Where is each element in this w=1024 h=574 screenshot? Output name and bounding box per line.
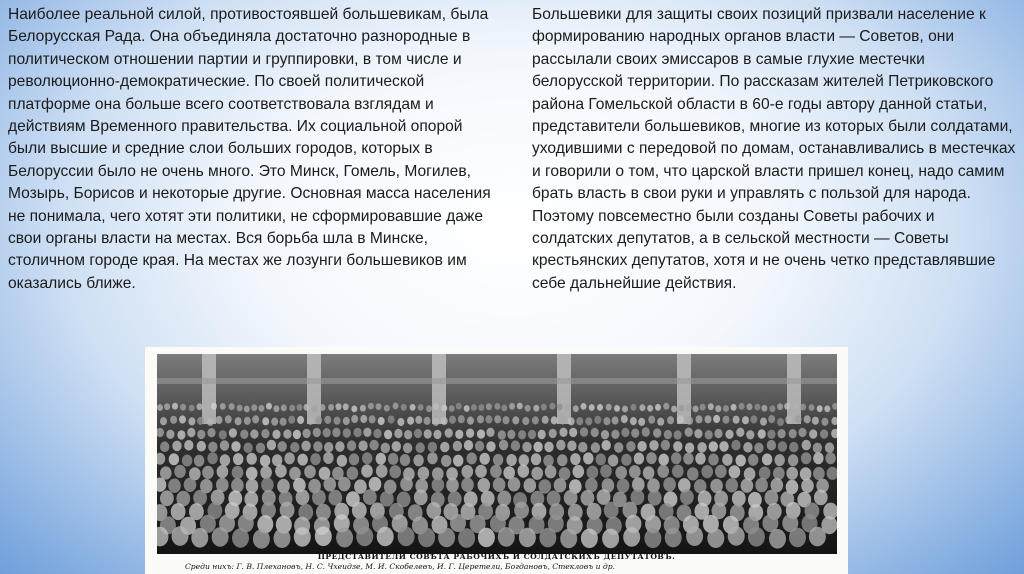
crowd-photo-image — [157, 354, 837, 554]
historical-photo — [145, 347, 848, 574]
photo-caption-names: Среди нихъ: Г. В. Плехановъ, Н. С. Чхеидзе, М. И. Скобелевъ, И. Г. Церетели, Богдановъ, Стекловъ и др. — [185, 562, 616, 571]
photo-caption — [145, 552, 848, 574]
photo-caption-title: ПРЕДСТАВИТЕЛИ СОВѢТА РАБОЧИХЪ И СОЛДАТСКИХЪ ДЕПУТАТОВЪ. — [317, 552, 676, 561]
left-text-column: Наиболее реальной силой, противостоявшей большевикам, была Белорусская Рада. Она объединяла достаточно разнородные в политическом отношении партии и группировки, в том числе и революционно-демократические. По своей политической платформе она больше всего соответствовала взглядам и действиям Временного правительства. Их социальной опорой были высшие и средние слои больших городов, которых в Белоруссии было не очень много. Это Минск, Гомель, Могилев, Мозырь, Борисов и некоторые другие. Основная масса населения не понимала, чего хотят эти политики, не сформировавшие даже свои органы власти на местах. Вся борьба шла в Минске, столичном городе края. На местах же лозунги большевиков им оказались ближе. — [8, 6, 491, 292]
right-text-column: Большевики для защиты своих позиций призвали население к формированию народных органов власти — Советов, они рассылали своих эмиссаров в самые глухие местечки белорусской территории. По рассказам жителей Петриковского района Гомельской области в 60-е годы автору данной статьи, представители большевиков, многие из которых были солдатами, уходившими с передовой по домам, останавливались в местечках и говорили о том, что царской власти пришел конец, надо самим брать власть в свои руки и управлять с пользой для народа. Поэтому повсеместно были созданы Советы рабочих и солдатских депутатов, а в сельской местности — Советы крестьянских депутатов, хотя и не очень четко представлявшие себе дальнейшие действия. — [532, 6, 1016, 292]
